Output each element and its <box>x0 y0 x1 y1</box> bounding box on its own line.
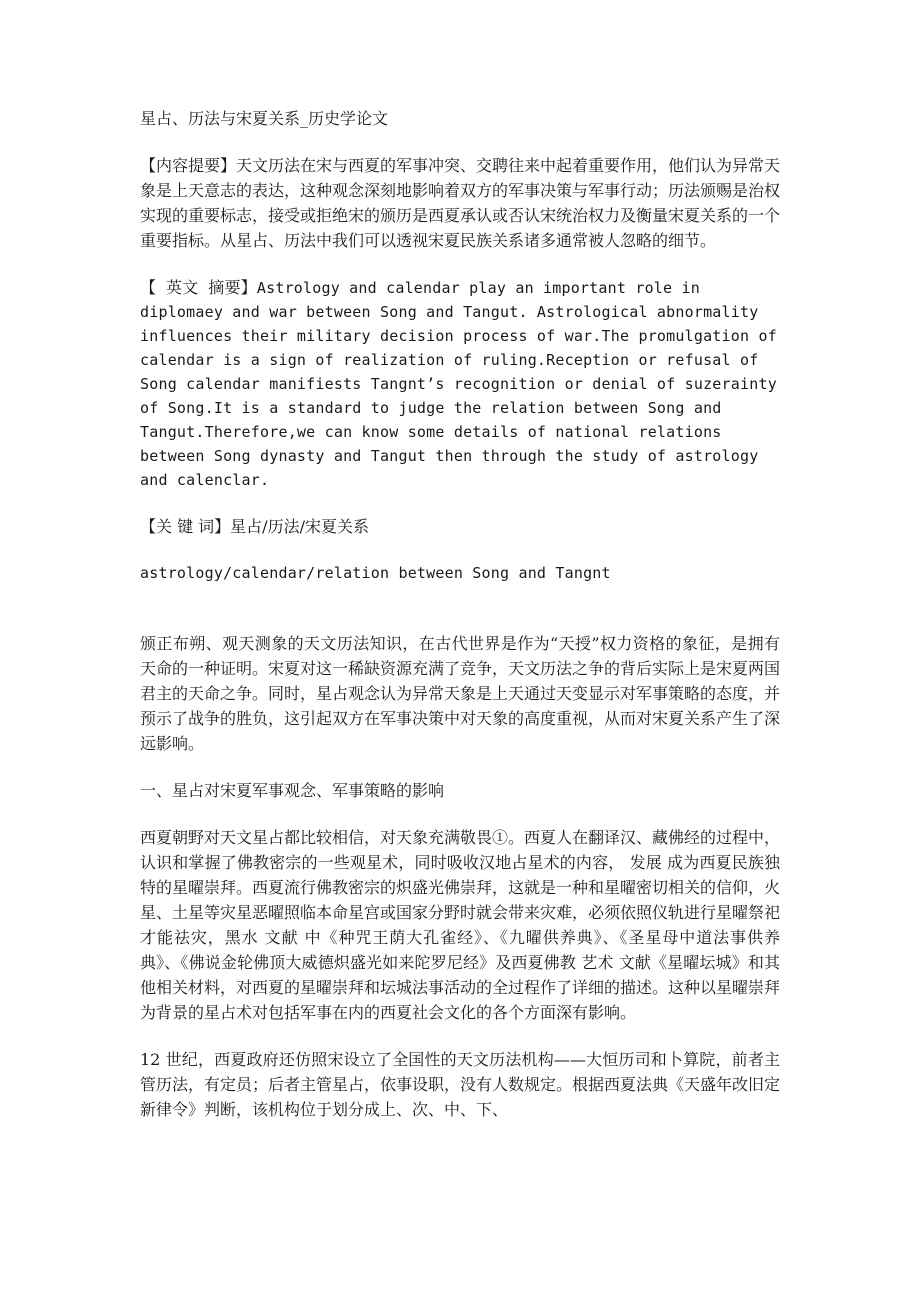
abstract-cn: 【内容提要】天文历法在宋与西夏的军事冲突、交聘往来中起着重要作用，他们认为异常天象是上天意志的表达，这种观念深刻地影响着双方的军事决策与军事行动；历法颁赐是治权实现的重要标志，接受或拒绝宋的颁历是西夏承认或否认宋统治权力及衡量宋夏关系的一个重要指标。从星占、历法中我们可以透视宋夏民族关系诸多通常被人忽略的细节。 <box>140 156 781 250</box>
section1-paragraph-2: 12 世纪，西夏政府还仿照宋设立了全国性的天文历法机构——大恒历司和卜算院，前者主管历法，有定员；后者主管星占，依事设职，没有人数规定。根据西夏法典《天盛年改旧定新律令》判断，该机构位于划分成上、次、中、下、 <box>140 1050 781 1119</box>
abstract-en-text: Astrology and calendar play an important role in diplomaey and war between Song and Tangut. Astrological abnormality influences their military decision process of war.The promulgation of calendar is a sign of realization of ruling.Reception or refusal of Song calendar manifiests Tangnt’s recognition or denial of suzerainty of Song.It is a standard to judge the relation between Song and Tangut.Therefore,we can know some details of national relations between Song dynasty and Tangut then through the study of astrology and calenclar. <box>140 279 777 489</box>
keywords-en: astrology/calendar/relation between Song and Tangnt <box>140 564 611 582</box>
section1-paragraph-1: 西夏朝野对天文星占都比较相信，对天象充满敬畏①。西夏人在翻译汉、藏佛经的过程中，认识和掌握了佛教密宗的一些观星术，同时吸收汉地占星术的内容， 发展 成为西夏民族独特的星曜崇拜。西夏流行佛教密宗的炽盛光佛崇拜，这就是一种和星曜密切相关的信仰，火星、土星等灾星恶曜照临本命星宫或国家分野时就会带来灾难，必须依照仪轨进行星曜祭祀才能祛灾，黑水 文献 中《种咒王荫大孔雀经》、《九曜供养典》、《圣星母中道法事供养典》、《佛说金轮佛顶大威德炽盛光如来陀罗尼经》及西夏佛教 艺术 文献《星曜坛城》和其他相关材料，对西夏的星曜崇拜和坛城法事活动的全过程作了详细的描述。这种以星曜崇拜为背景的星占术对包括军事在内的西夏社会文化的各个方面深有影响。 <box>140 828 781 1022</box>
document-page <box>140 106 780 1122</box>
abstract-en <box>140 275 780 492</box>
keywords-cn: 【关 键 词】星占/历法/宋夏关系 <box>140 517 369 536</box>
document-title: 星占、历法与宋夏关系_历史学论文 <box>140 109 389 128</box>
intro-paragraph: 颁正布朔、观天测象的天文历法知识，在古代世界是作为“天授”权力资格的象征，是拥有天命的一种证明。宋夏对这一稀缺资源充满了竞争，天文历法之争的背后实际上是宋夏两国君主的天命之争。同时，星占观念认为异常天象是上天通过天变显示对军事策略的态度，并预示了战争的胜负，这引起双方在军事决策中对天象的高度重视，从而对宋夏关系产生了深远影响。 <box>140 634 781 753</box>
abstract-en-label: 【 英文 摘要】 <box>140 278 257 297</box>
section1-heading: 一、星占对宋夏军事观念、军事策略的影响 <box>140 781 445 800</box>
